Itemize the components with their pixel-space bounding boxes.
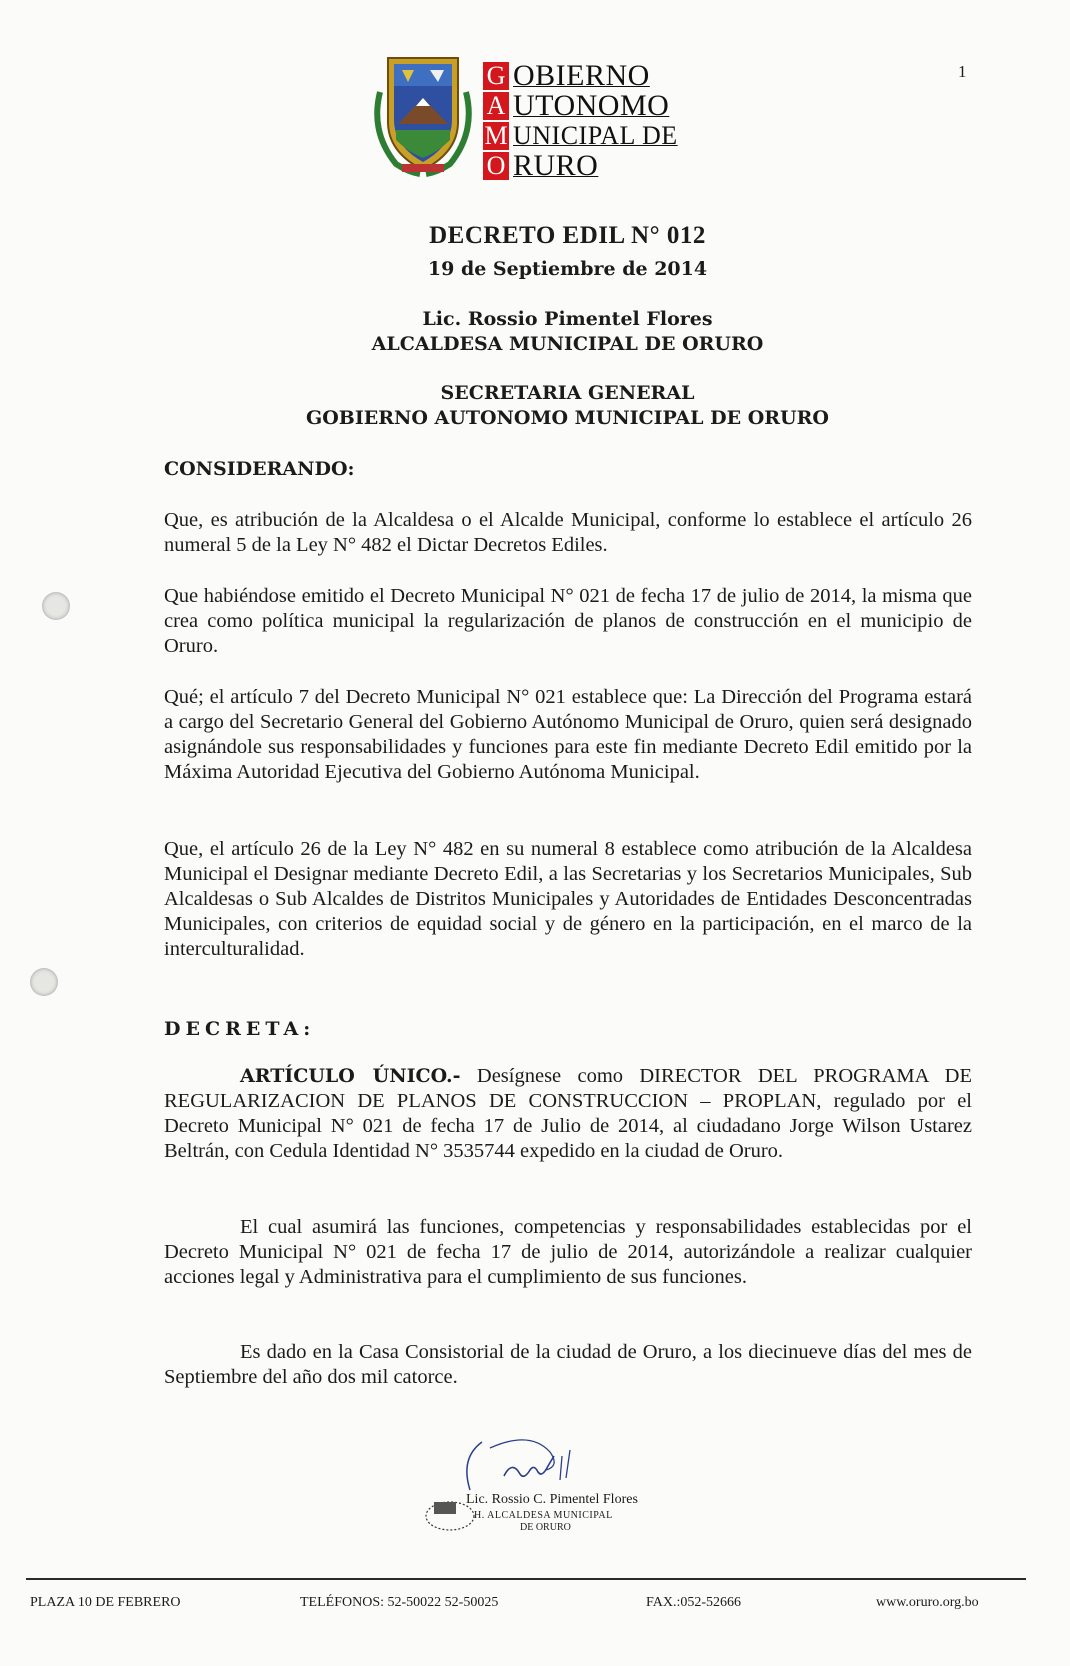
- logo-word: UTONOMO: [513, 89, 670, 122]
- footer-phones: TELÉFONOS: 52-50022 52-50025: [300, 1595, 499, 1610]
- page-number: 1: [958, 62, 967, 81]
- logo-word: UNICIPAL DE: [513, 121, 678, 150]
- footer-website: www.oruro.org.bo: [876, 1595, 979, 1610]
- secretaria-heading: SECRETARIA GENERAL: [440, 382, 695, 404]
- coat-of-arms-icon: [368, 52, 478, 180]
- considerando-paragraph: Que, es atribución de la Alcaldesa o el Alcalde Municipal, conforme lo establece el artículo 26 numeral 5 de la Ley N° 482 el Dictar Decretos Ediles.: [164, 509, 972, 556]
- issuer-name: Lic. Rossio Pimentel Flores: [422, 308, 713, 330]
- logo-letter: O: [483, 152, 509, 180]
- considerando-paragraph: Que, el artículo 26 de la Ley N° 482 en su numeral 8 establece como atribución de la Alcaldesa Municipal el Designar mediante Decreto Edil, a las Secretarias y los Secretarios Municipales, Sub Alcaldesas o Sub Alcaldes de Distritos Municipales y Autoridades de Entidades Desconcentradas Municipales, con criterios de equidad social y de género en la participación, en el marco de la interculturalidad.: [164, 838, 972, 960]
- closing-paragraph: Es dado en la Casa Consistorial de la ciudad de Oruro, a los diecinueve días del mes de Septiembre del año dos mil catorce.: [164, 1341, 972, 1388]
- considerando-paragraph: Que habiéndose emitido el Decreto Municipal N° 021 de fecha 17 de julio de 2014, la misma que crea como política municipal la regularización de planos de construcción en el municipio de Oruro.: [164, 585, 972, 657]
- gobierno-heading: GOBIERNO AUTONOMO MUNICIPAL DE ORURO: [306, 407, 829, 429]
- decreta-label: DECRETA:: [164, 1018, 316, 1040]
- logo-letter: A: [483, 92, 509, 120]
- footer-divider: [26, 1578, 1026, 1580]
- considerando-label: CONSIDERANDO:: [164, 458, 355, 480]
- signatory-role: H. ALCALDESA MUNICIPAL: [474, 1510, 613, 1521]
- logo-letter: G: [483, 62, 509, 90]
- punch-hole: [30, 968, 58, 996]
- punch-hole: [42, 592, 70, 620]
- decree-title: DECRETO EDIL N° 012: [429, 222, 706, 249]
- articulo-unico: [164, 1064, 972, 1164]
- logo-letter: M: [484, 121, 508, 150]
- logo-word: RURO: [513, 149, 599, 182]
- considerando-paragraph: Qué; el artículo 7 del Decreto Municipal N° 021 establece que: La Dirección del Programa estará a cargo del Secretario General del Gobierno Autónomo Municipal de Oruro, quien será designado asignándole sus responsabilidades y funciones para este fin mediante Decreto Edil emitido por la Máxima Autoridad Ejecutiva del Gobierno Autónoma Municipal.: [164, 686, 972, 783]
- decree-date: 19 de Septiembre de 2014: [427, 258, 708, 280]
- signatory-place: DE ORURO: [520, 1522, 571, 1533]
- signatory-name: Lic. Rossio C. Pimentel Flores: [466, 1492, 638, 1507]
- articulo-text: Desígnese como DIRECTOR DEL PROGRAMA DE REGULARIZACION DE PLANOS DE CONSTRUCCION – PROPLAN, regulado por el Decreto Municipal N° 021 de fecha 17 de Julio de 2014, al ciudadano Jorge Wilson Ustarez Beltrán, con Cedula Identidad N° 3535744 expedido en la ciudad de Oruro.: [164, 1065, 972, 1162]
- municipal-logo: [368, 52, 728, 182]
- footer-fax: FAX.:052-52666: [646, 1595, 742, 1610]
- articulo-label: ARTÍCULO ÚNICO.-: [240, 1065, 461, 1087]
- funciones-paragraph: El cual asumirá las funciones, competencias y responsabilidades establecidas por el Decreto Municipal N° 021 de fecha 17 de julio de 2014, autorizándole a realizar cualquier acciones legal y Administrativa para el cumplimiento de sus funciones.: [164, 1216, 972, 1288]
- issuer-role: ALCALDESA MUNICIPAL DE ORURO: [371, 333, 764, 355]
- logo-word: OBIERNO: [513, 59, 650, 92]
- footer-address: PLAZA 10 DE FEBRERO: [30, 1595, 181, 1610]
